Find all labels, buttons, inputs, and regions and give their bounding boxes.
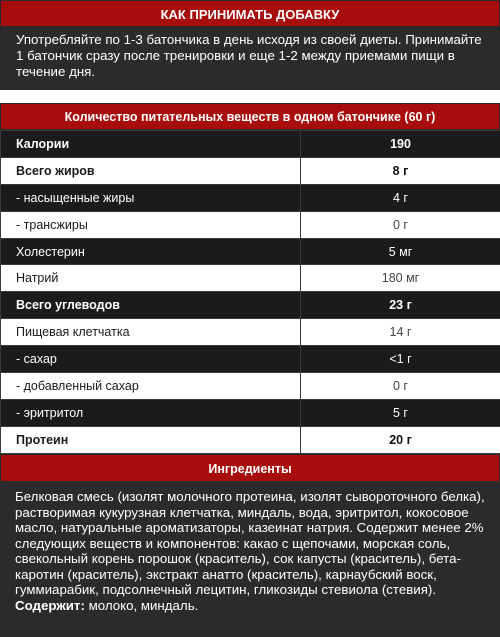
nutrient-name: - насыщенные жиры [1,184,301,211]
nutrition-row [1,373,500,400]
ingredients-text [0,482,500,637]
nutrient-value: 0 г [301,211,500,238]
nutrition-row [1,211,500,238]
nutrient-value: 5 мг [301,238,500,265]
nutrition-row [1,265,500,292]
nutrition-table [0,130,500,454]
usage-text: Употребляйте по 1-3 батончика в день исходя из своей диеты. Принимайте 1 батончик сразу после тренировки и еще 1-2 между приемами пищи в течение дня. [0,27,500,90]
nutrition-header: Количество питательных веществ в одном батончике (60 г) [0,103,500,130]
nutrient-value: 20 г [301,426,500,453]
nutrition-row [1,292,500,319]
nutrient-name: Пищевая клетчатка [1,319,301,346]
nutrient-name: - добавленный сахар [1,373,301,400]
nutrient-value: 8 г [301,157,500,184]
nutrient-name: Холестерин [1,238,301,265]
nutrient-name: - трансжиры [1,211,301,238]
allergens-label: Содержит: [15,597,85,613]
ingredients-header: Ингредиенты [0,454,500,482]
nutrient-name: Всего жиров [1,157,301,184]
nutrient-value: <1 г [301,346,500,373]
allergens-value: молоко, миндаль. [84,597,199,613]
nutrient-value: 14 г [301,319,500,346]
nutrient-name: - сахар [1,346,301,373]
nutrient-name: - эритритол [1,399,301,426]
nutrient-name: Калории [1,131,301,158]
nutrient-name: Натрий [1,265,301,292]
nutrition-row [1,184,500,211]
nutrient-name: Протеин [1,426,301,453]
nutrition-row [1,319,500,346]
nutrient-value: 4 г [301,184,500,211]
nutrition-row [1,346,500,373]
usage-header: КАК ПРИНИМАТЬ ДОБАВКУ [0,0,500,27]
nutrient-name: Всего углеводов [1,292,301,319]
nutrient-value: 5 г [301,399,500,426]
nutrition-row [1,131,500,158]
nutrition-row [1,238,500,265]
nutrition-row [1,426,500,453]
nutrient-value: 23 г [301,292,500,319]
ingredients-list: Белковая смесь (изолят молочного протеина, изолят сывороточного белка), растворимая кукурузная клетчатка, миндаль, вода, эритритол, кокосовое масло, натуральные ароматизаторы, казеинат натрия. Содержит менее 2% следующих веществ и компонентов: какао с щепочами, морская соль, свекольный корень порошок (краситель), сок капусты (краситель), бета-каротин (краситель), экстракт анатто (краситель), карнаубский воск, гуммиарабик, подсолнечный лецитин, гликозиды стевиола (стевия). [15,489,485,597]
nutrient-value: 190 [301,131,500,158]
nutrition-row [1,157,500,184]
nutrient-value: 0 г [301,373,500,400]
nutrition-row [1,399,500,426]
nutrient-value: 180 мг [301,265,500,292]
